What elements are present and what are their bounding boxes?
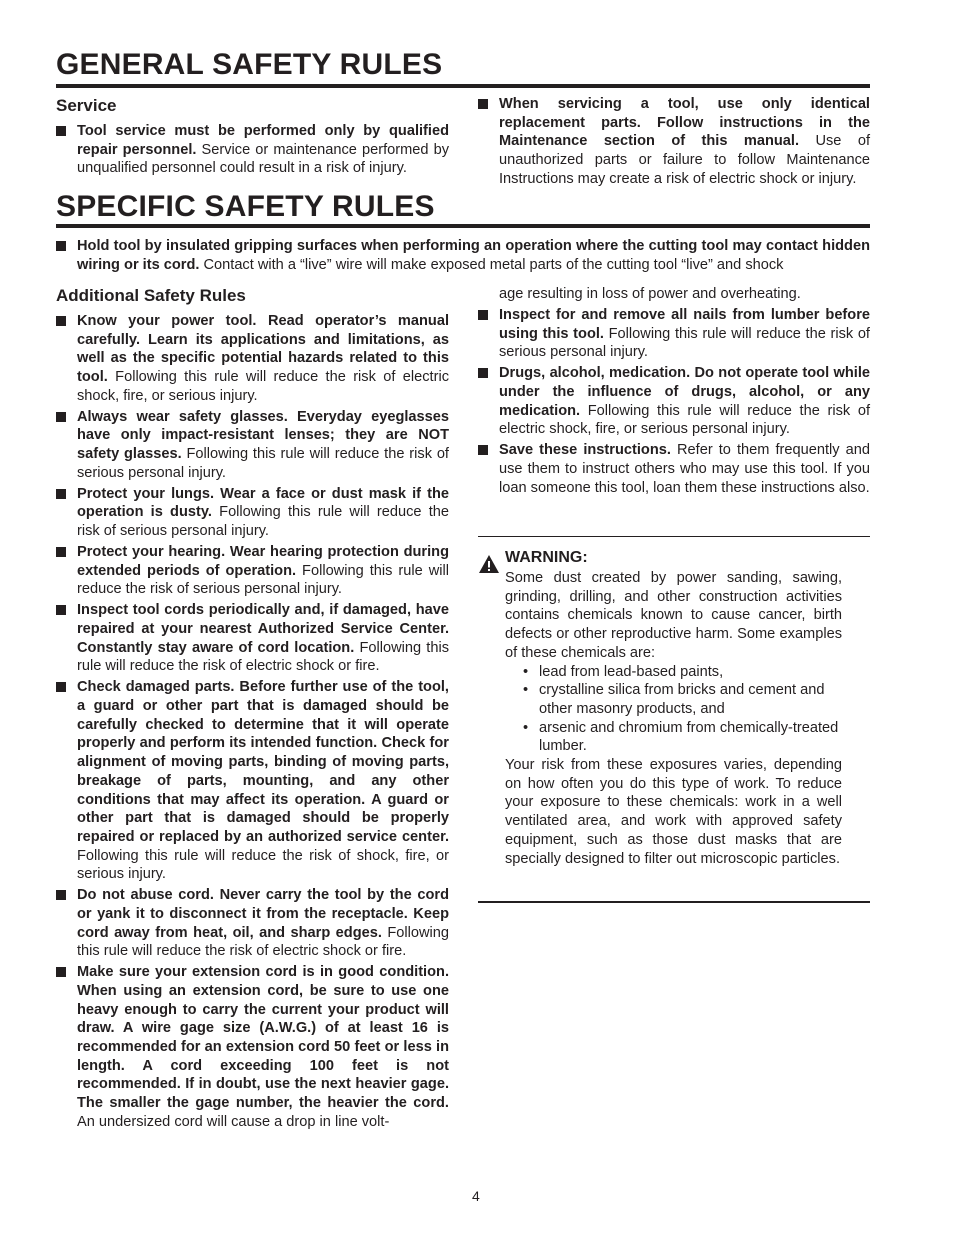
square-bullet-icon	[478, 310, 488, 320]
additional-left-column	[56, 312, 449, 1134]
square-bullet-icon	[56, 126, 66, 136]
bullet-dot-icon: •	[523, 682, 529, 699]
safety-rule-item: Inspect for and remove all nails from lumber before using this tool. Following this rule will reduce the risk of serious personal injury.	[478, 306, 870, 362]
warning-heading: WARNING:	[505, 549, 588, 566]
additional-safety-heading: Additional Safety Rules	[56, 286, 246, 305]
warning-bullet-item: • arsenic and chromium from chemically-treated lumber.	[523, 719, 839, 755]
service-item-1: Tool service must be performed only by qualified repair personnel. Service or maintenance performed by unqualified personnel could result in a risk of injury.	[56, 122, 449, 178]
additional-right-column	[478, 285, 870, 499]
square-bullet-icon	[56, 316, 66, 326]
safety-rule-item: Protect your hearing. Wear hearing protection during extended periods of operation. Following this rule will reduce the risk of serious personal injury.	[56, 543, 449, 599]
safety-rule-item: Do not abuse cord. Never carry the tool by the cord or yank it to disconnect it from the receptacle. Keep cord away from heat, oil, and sharp edges. Following this rule will reduce the risk of electric shock or fire.	[56, 886, 449, 961]
bullet-dot-icon: •	[523, 663, 529, 680]
warning-top-rule	[478, 536, 870, 537]
square-bullet-icon	[56, 547, 66, 557]
warning-bottom-rule	[478, 901, 870, 903]
safety-rule-item: Make sure your extension cord is in good condition. When using an extension cord, be sure to use one heavy enough to carry the current your product will draw. A wire gage size (A.W.G.) of at least 16 is recommended for an extension cord 50 feet or less in length. A cord exceeding 100 feet is not recommended. If in doubt, use the next heavier gage. The smaller the gage number, the heavier the cord. An undersized cord will cause a drop in line volt-	[56, 963, 449, 1131]
service-heading: Service	[56, 96, 117, 115]
square-bullet-icon	[478, 445, 488, 455]
continuation-text: age resulting in loss of power and overheating.	[499, 286, 801, 302]
warning-outro: Your risk from these exposures varies, depending on how often you do this type of work. To reduce your exposure to these chemicals: work in a well ventilated area, and work with approved safety equipment, such as those dust masks that are specially designed to filter out microscopic particles.	[505, 757, 842, 867]
page-number: 4	[472, 1188, 480, 1204]
warning-intro: Some dust created by power sanding, sawing, grinding, drilling, and other construction activities contains chemicals known to cause cancer, birth defects or other reproductive harm. Some examples of these chemicals are:	[505, 570, 842, 661]
service-item-2: When servicing a tool, use only identical replacement parts. Follow instructions in the Maintenance section of this manual. Use of unauthorized parts or failure to follow Maintenance Instructions may create a risk of electric shock or injury.	[478, 95, 870, 189]
square-bullet-icon	[56, 412, 66, 422]
safety-rule-item: Know your power tool. Read operator’s manual carefully. Learn its applications and limitations, as well as the specific potential hazards related to this tool. Following this rule will reduce the risk of electric shock, fire, or serious injury.	[56, 312, 449, 406]
square-bullet-icon	[478, 368, 488, 378]
warning-bullet-item: • crystalline silica from bricks and cement and other masonry products, and	[523, 682, 825, 717]
square-bullet-icon	[56, 489, 66, 499]
safety-rule-item: Drugs, alcohol, medication. Do not operate tool while under the influence of drugs, alcohol, or any medication. Following this rule will reduce the risk of electric shock, fire, or serious personal injury.	[478, 364, 870, 439]
general-safety-title: GENERAL SAFETY RULES	[56, 48, 443, 81]
safety-rule-item: Inspect tool cords periodically and, if damaged, have repaired at your nearest Authorized Service Center. Constantly stay aware of cord location. Following this rule will reduce the risk of electric shock or fire.	[56, 601, 449, 676]
warning-bullet-item: • lead from lead-based paints,	[523, 663, 724, 680]
specific-intro-item: Hold tool by insulated gripping surfaces when performing an operation where the cutting tool may contact hidden wiring or its cord. Contact with a “live” wire will make exposed metal parts of the cutting tool “live” and shock	[56, 237, 870, 274]
square-bullet-icon	[478, 99, 488, 109]
warning-triangle-icon	[478, 554, 500, 579]
title-rule	[56, 84, 870, 88]
safety-rule-item: Save these instructions. Refer to them frequently and use them to instruct others who may use this tool. If you loan someone this tool, loan them these instructions also.	[478, 441, 870, 497]
specific-safety-title: SPECIFIC SAFETY RULES	[56, 190, 435, 223]
bullet-dot-icon: •	[523, 719, 529, 736]
square-bullet-icon	[56, 967, 66, 977]
general-right-column	[478, 95, 870, 191]
warning-bullet-list	[505, 663, 842, 757]
safety-rule-item: Check damaged parts. Before further use of the tool, a guard or other part that is damaged should be carefully checked to determine that it will operate properly and perform its intended function. Check for alignment of moving parts, binding of moving parts, breakage of parts, mounting, and any other conditions that may affect its operation. A guard or other part that is damaged should be properly repaired or replaced by an authorized service center. Following this rule will reduce the risk of shock, fire, or serious injury.	[56, 678, 449, 884]
specific-intro	[56, 237, 870, 277]
square-bullet-icon	[56, 890, 66, 900]
safety-rule-item: Always wear safety glasses. Everyday eyeglasses have only impact-resistant lenses; they are NOT safety glasses. Following this rule will reduce the risk of serious personal injury.	[56, 408, 449, 483]
title-rule	[56, 224, 870, 228]
square-bullet-icon	[56, 682, 66, 692]
general-left-column	[56, 122, 449, 180]
square-bullet-icon	[56, 241, 66, 251]
warning-body	[505, 569, 842, 868]
safety-rule-item: Protect your lungs. Wear a face or dust mask if the operation is dusty. Following this rule will reduce the risk of serious personal injury.	[56, 485, 449, 541]
square-bullet-icon	[56, 605, 66, 615]
